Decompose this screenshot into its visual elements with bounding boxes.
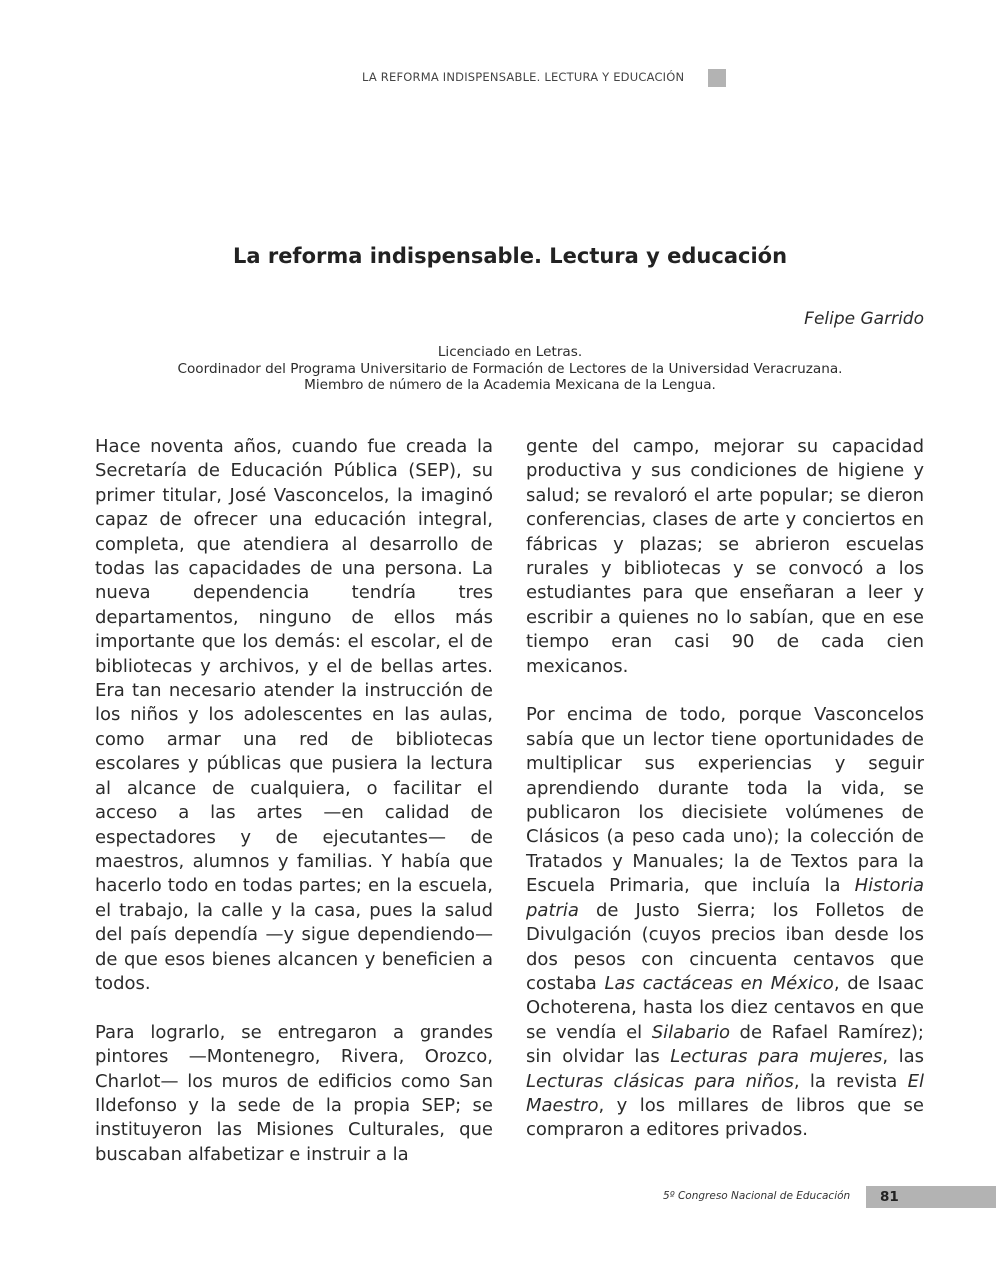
header-square-marker (708, 69, 726, 87)
p3-text: de Rafael Ramírez); sin olvidar las (526, 1021, 924, 1068)
article-title: La reforma indispensable. Lectura y educación (232, 244, 788, 268)
p3-text: , y los millares de libros que se compraron a editores privados. (526, 1094, 924, 1141)
p3-text: Por encima de todo, porque Vasconcelos sabía que un lector tiene oportunidades de multiplicar sus experiencias y seguir aprendiendo durante toda la vida, se publicaron los diecisiete volúmenes de Clásicos (a peso cada uno); la colección de Tratados y Manuales; la de Textos para la Escuela Primaria, que incluía la (526, 704, 924, 897)
p3-title-el-maestro: El Maestro (526, 1070, 924, 1116)
p3-text: , las (882, 1046, 924, 1068)
page-number: 81 (880, 1189, 899, 1205)
running-head: LA REFORMA INDISPENSABLE. LECTURA Y EDUCACIÓN (362, 70, 685, 84)
p3-text: de Justo Sierra; los Folletos de Divulgación (cuyos precios iban desde los dos pesos con cincuenta centavos que costaba (526, 899, 924, 994)
p3-title-lecturas-clasicas: Lecturas clásicas para niños (526, 1070, 794, 1092)
p3-title-lecturas-mujeres: Lecturas para mujeres (670, 1046, 883, 1068)
p3-title-historia-patria: Historia patria (526, 875, 924, 921)
paragraph-3 (526, 703, 924, 1142)
body-column-right (526, 435, 924, 1143)
author-affiliation (0, 344, 996, 394)
paragraph-1: Hace noventa años, cuando fue creada la Secretaría de Educación Pública (SEP), su primer titular, José Vasconcelos, la imaginó capaz de ofrecer una educación integral, completa, que atendiera al desarrollo de todas las capacidades de una persona. La nueva dependencia tendría tres departamentos, ninguno de ellos más importante que los demás: el escolar, el de bibliotecas y archivos, y el de bellas artes. Era tan necesario atender la instrucción de los niños y los adolescentes en las aulas, como armar una red de bibliotecas escolares y públicas que pusiera la lectura al alcance de cualquiera, o facilitar el acceso a las artes —en calidad de espectadores y de ejecutantes— de maestros, alumnos y familias. Y había que hacerlo todo en todas partes; en la escuela, el trabajo, la calle y la casa, pues la salud del país dependía —y sigue dependiendo— de que esos bienes alcancen y beneficien a todos. (95, 436, 493, 994)
p3-text: , de Isaac Ochoterena, hasta los diez centavos en que se vendía el (526, 972, 924, 1043)
affiliation-line-degree: Licenciado en Letras. (437, 344, 583, 360)
paragraph-2-continued: gente del campo, mejorar su capacidad productiva y sus condiciones de higiene y salud; se revaloró el arte popular; se dieron conferencias, clases de arte y conciertos en fábricas y plazas; se abrieron escuelas rurales y bibliotecas y se convocó a los estudiantes para que enseñaran a leer y escribir a quienes no lo sabían, que en ese tiempo eran casi 90 de cada cien mexicanos. (526, 436, 924, 677)
footer-publication: 5º Congreso Nacional de Educación (663, 1190, 851, 1202)
paragraph-2-start: Para lograrlo, se entregaron a grandes pintores —Montenegro, Rivera, Orozco, Charlot— los muros de edificios como San Ildefonso y la sede de la propia SEP; se instituyeron las Misiones Culturales, que buscaban alfabetizar e instruir a la (95, 1021, 493, 1165)
p3-title-silabario: Silabario (651, 1021, 731, 1043)
p3-title-cactaceas: Las cactáceas en México (604, 972, 834, 994)
affiliation-line-membership: Miembro de número de la Academia Mexicana de la Lengua. (304, 377, 716, 393)
author-name: Felipe Garrido (804, 309, 924, 329)
p3-text: , la revista (793, 1070, 908, 1092)
body-column-left (95, 435, 493, 1167)
affiliation-line-position: Coordinador del Programa Universitario de Formación de Lectores de la Universidad Veracruzana. (177, 360, 843, 377)
